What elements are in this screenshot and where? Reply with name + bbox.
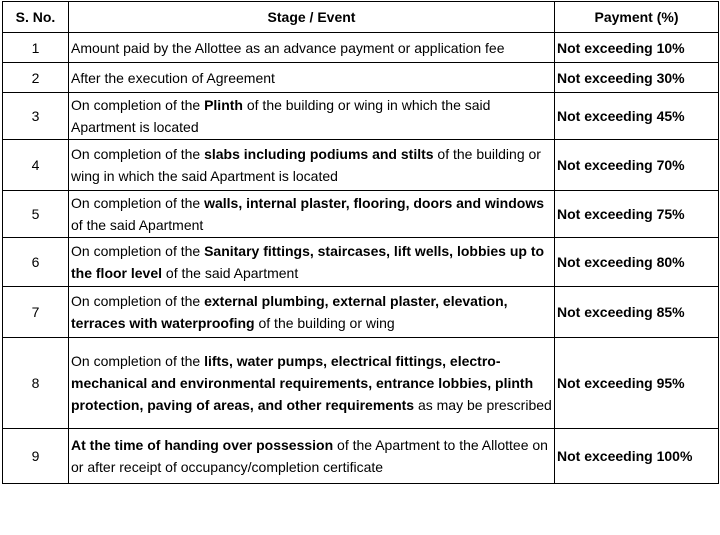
payment-schedule-table bbox=[2, 1, 719, 484]
row-stage bbox=[69, 33, 555, 63]
row-stage bbox=[69, 287, 555, 338]
row-stage bbox=[69, 63, 555, 93]
table-row bbox=[3, 33, 719, 63]
row-stage bbox=[69, 338, 555, 429]
stage-text: On completion of the bbox=[71, 195, 205, 211]
table-row bbox=[3, 191, 719, 238]
row-payment: Not exceeding 95% bbox=[555, 338, 719, 429]
row-payment: Not exceeding 70% bbox=[555, 140, 719, 191]
row-payment: Not exceeding 45% bbox=[555, 93, 719, 140]
row-sno: 9 bbox=[3, 429, 69, 484]
stage-emphasis: At the time of handing over possession bbox=[71, 437, 334, 453]
header-payment: Payment (%) bbox=[555, 2, 719, 33]
row-payment: Not exceeding 75% bbox=[555, 191, 719, 238]
table-row bbox=[3, 429, 719, 484]
stage-text: of the said Apartment bbox=[162, 265, 299, 281]
stage-text: of the building or wing in which the said Apartment is located bbox=[71, 146, 541, 184]
stage-text: On completion of the bbox=[71, 293, 205, 309]
stage-emphasis: Sanitary fittings, staircases, lift wells, lobbies up to the floor level bbox=[71, 243, 545, 281]
row-sno: 4 bbox=[3, 140, 69, 191]
stage-text: of the said Apartment bbox=[71, 217, 204, 233]
table-row bbox=[3, 287, 719, 338]
header-sno: S. No. bbox=[3, 2, 69, 33]
header-row bbox=[3, 2, 719, 33]
stage-text: Amount paid by the Allottee as an advance payment or application fee bbox=[71, 39, 505, 56]
row-sno: 1 bbox=[3, 33, 69, 63]
table-row bbox=[3, 93, 719, 140]
row-payment: Not exceeding 30% bbox=[555, 63, 719, 93]
stage-emphasis: walls, internal plaster, flooring, doors and windows bbox=[204, 195, 545, 211]
row-sno: 6 bbox=[3, 238, 69, 287]
stage-emphasis: slabs including podiums and stilts bbox=[204, 146, 434, 162]
row-payment: Not exceeding 85% bbox=[555, 287, 719, 338]
row-payment: Not exceeding 100% bbox=[555, 429, 719, 484]
table-row bbox=[3, 338, 719, 429]
row-payment: Not exceeding 80% bbox=[555, 238, 719, 287]
row-stage bbox=[69, 140, 555, 191]
table-row bbox=[3, 238, 719, 287]
row-sno: 8 bbox=[3, 338, 69, 429]
row-stage bbox=[69, 191, 555, 238]
stage-text: of the Apartment to the Allottee on or after receipt of occupancy/completion certificate bbox=[71, 437, 548, 475]
row-sno: 3 bbox=[3, 93, 69, 140]
stage-text: On completion of the bbox=[71, 97, 205, 113]
table-row bbox=[3, 140, 719, 191]
row-stage bbox=[69, 238, 555, 287]
header-stage: Stage / Event bbox=[69, 2, 555, 33]
row-sno: 7 bbox=[3, 287, 69, 338]
row-stage bbox=[69, 429, 555, 484]
stage-emphasis: lifts, water pumps, electrical fittings, electro-mechanical and environmental requirements, entrance lobbies, plinth protection, paving of areas, and other requirements bbox=[71, 353, 534, 413]
stage-text: On completion of the bbox=[71, 353, 205, 369]
stage-text: On completion of the bbox=[71, 243, 205, 259]
row-sno: 5 bbox=[3, 191, 69, 238]
stage-emphasis: external plumbing, external plaster, elevation, terraces with waterproofing bbox=[71, 293, 508, 331]
stage-text: On completion of the bbox=[71, 146, 205, 162]
row-stage bbox=[69, 93, 555, 140]
stage-text: as may be prescribed bbox=[414, 397, 552, 413]
row-sno: 2 bbox=[3, 63, 69, 93]
stage-text: After the execution of Agreement bbox=[71, 69, 275, 86]
stage-text: of the building or wing bbox=[254, 315, 395, 331]
stage-emphasis: Plinth bbox=[204, 97, 243, 113]
row-payment: Not exceeding 10% bbox=[555, 33, 719, 63]
stage-text: of the building or wing in which the said Apartment is located bbox=[71, 97, 491, 135]
table-row bbox=[3, 63, 719, 93]
